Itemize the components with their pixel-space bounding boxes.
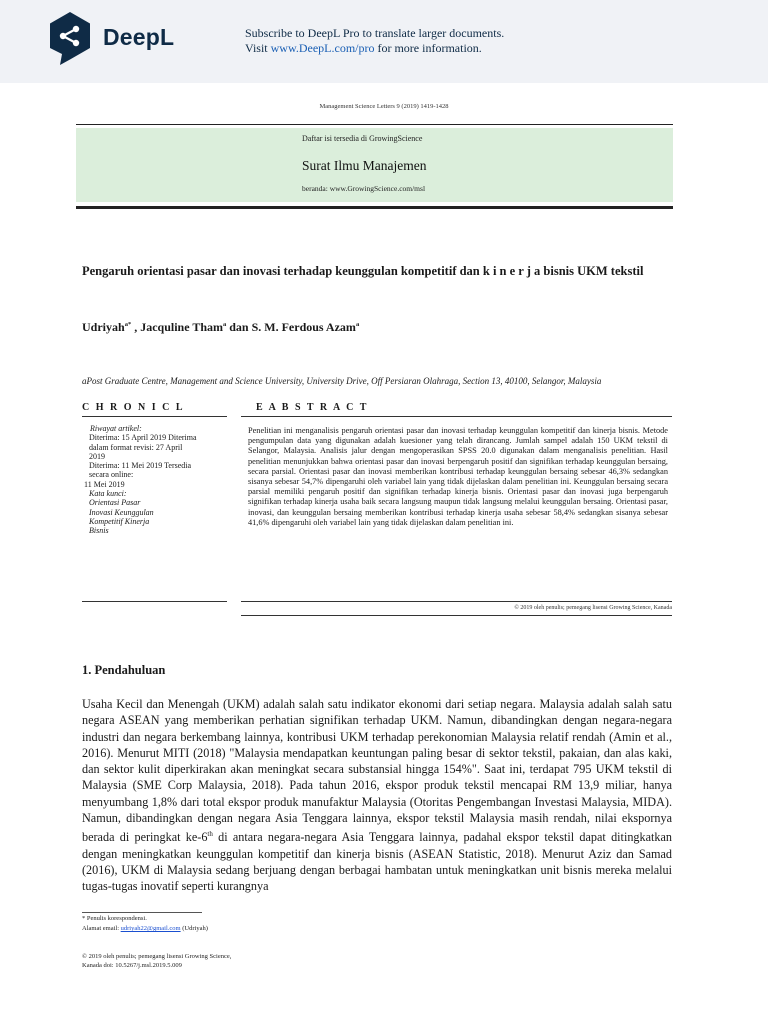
corresponding-note: * Penulis korespondensi.	[82, 915, 147, 922]
copyright-note-line-1: © 2019 oleh penulis; pemegang lisensi Growing Science,	[82, 953, 232, 960]
keyword: Orientasi Pasar	[89, 498, 141, 508]
introduction-body	[82, 696, 672, 895]
article-info-box	[82, 424, 232, 536]
deepl-promo-text	[245, 26, 504, 55]
keywords-label: Kata kunci:	[89, 489, 127, 499]
abstract-copyright-rule	[241, 615, 672, 616]
author1-affil-marker: a*	[124, 321, 132, 328]
author-tham: , Jacquline Tham	[131, 320, 223, 334]
abstract-rule	[241, 416, 672, 417]
author3-affil-marker: a	[355, 321, 360, 328]
keyword: Kompetitif Kinerja	[89, 516, 150, 526]
introduction-heading: 1. Pendahuluan	[82, 663, 166, 677]
history-label: Riwayat artikel:	[90, 424, 142, 433]
promo-visit-text: Visit	[245, 40, 271, 55]
keyword: Inovasi Keunggulan	[89, 507, 154, 517]
paper-title: Pengaruh orientasi pasar dan inovasi terhadap keunggulan kompetitif dan k i n e r j a bisnis UKM tekstil	[82, 264, 644, 278]
abstract-bottom-rule	[241, 601, 672, 602]
journal-masthead	[76, 128, 673, 202]
author-affiliation: aPost Graduate Centre, Management and Science University, University Drive, Off Persiaran Olahraga, Section 13, 40100, Selangor, Malaysia	[82, 376, 602, 386]
abstract-copyright: © 2019 oleh penulis; pemegang lisensi Growing Science, Kanada	[514, 605, 672, 611]
deepl-pro-link[interactable]: www.DeepL.com/pro	[270, 40, 375, 55]
history-line: dalam format revisi: 27 April	[89, 442, 183, 452]
article-info-rule	[82, 416, 227, 417]
intro-text-part2: di antara negara-negara Asia Tenggara lainnya, padahal ekspor tekstil dapat ditingkatkan dengan meningkatkan keunggulan kompetitif dan kinerja bisnis (ASEAN Statistic, 2018). Menurut Aziz dan Samad (2016), UKM di Malaysia sedang berjuang dengan berbagai hambatan untuk meningkatkan unit bisnis mereka melalui tugas-tugas inovatif seperti kurangnya	[82, 830, 672, 894]
history-line: Diterima: 15 April 2019 Diterima	[89, 433, 197, 443]
article-info-heading: C H R O N I C L	[82, 402, 185, 413]
deepl-brand-name[interactable]: DeepL	[103, 24, 175, 50]
history-line: 2019	[89, 451, 105, 461]
ordinal-suffix: th	[207, 830, 213, 839]
history-line: secara online:	[89, 470, 134, 480]
email-owner: (Udriyah)	[180, 925, 208, 932]
footnote-rule	[82, 912, 202, 913]
article-info-bottom-rule	[82, 601, 227, 602]
email-label: Alamat email:	[82, 925, 121, 932]
keyword: Bisnis	[89, 526, 109, 536]
author-azam: dan S. M. Ferdous Azam	[226, 320, 356, 334]
header-bottom-rule	[76, 206, 673, 209]
history-line: Diterima: 11 Mei 2019 Tersedia	[89, 461, 192, 471]
promo-more-info-text: for more information.	[374, 40, 482, 55]
author-udriyah: Udriyah	[82, 320, 125, 334]
author-list	[82, 320, 359, 335]
promo-line-1: Subscribe to DeepL Pro to translate larger documents.	[245, 26, 505, 40]
header-top-rule	[76, 124, 673, 125]
abstract-heading: E A B S T R A C T	[256, 402, 369, 413]
author-email-link[interactable]: udriyah22@gmail.com	[120, 925, 181, 932]
author2-affil-marker: a	[223, 321, 227, 328]
intro-text-part1: Usaha Kecil dan Menengah (UKM) adalah salah satu indikator ekonomi dari setiap negara. Malaysia adalah salah satu negara ASEAN yang memberikan perhatian signifikan terhadap UKM. Namun, dibandingkan dengan negara-negara industri dan negara berkembang lainnya, kontribusi UKM terhadap perekonomian Malaysia relatif rendah (Amin et al., 2016). Menurut MITI (2018) "Malaysia mendapatkan keuntungan paling besar di sektor tekstil, pakaian, dan alas kaki, dan sektor kulit diperkirakan akan meningkat secara substansial hingga 154%". Saat ini, terdapat 795 UKM tekstil di Malaysia (SME Corp Malaysia, 2018). Pada tahun 2016, ekspor produk tekstil mencapai RM 13,9 miliar, hanya menyumbang 1,8% dari total ekspor produk manufaktur Malaysia (Otoritas Pengembangan Investasi Malaysia, MIDA). Namun, dibandingkan dengan negara Asia Tenggara lainnya, ekspor tekstil Malaysia masih rendah, nilai ekspornya berada di peringkat ke-6	[82, 697, 672, 845]
copyright-note-line-2: Kanada doi: 10.5267/j.msl.2019.5.009	[82, 962, 182, 969]
promo-line-2	[245, 41, 504, 56]
journal-homepage: beranda: www.GrowingScience.com/msl	[302, 184, 426, 193]
availability-line: Daftar isi tersedia di GrowingScience	[302, 134, 423, 143]
journal-reference: Management Science Letters 9 (2019) 1419-1428	[319, 103, 449, 110]
history-line: 11 Mei 2019	[84, 479, 125, 489]
journal-title: Surat Ilmu Manajemen	[302, 158, 427, 173]
abstract-text: Penelitian ini menganalisis pengaruh orientasi pasar dan inovasi terhadap keunggulan kompetitif dan kinerja bisnis. Metode pengumpulan data yang digunakan adalah kuesioner yang telah dirancang. Jumlah sampel adalah 150 UKM tekstil di Selangor, Malaysia. Analisis jalur dengan mengoperasikan SPSS 20.0 digunakan dalam menganalisis penelitian. Hasil penelitian menunjukkan bahwa orientasi pasar dan inovasi berpengaruh positif dan signifikan terhadap keunggulan bersaing, secara parsial. Orientasi pasar dan inovasi memberikan kontribusi terhadap keunggulan bersaing sebesar 46,3% sedangkan sisanya sebesar 54,7% dipengaruhi oleh variabel lain yang tidak dijelaskan dalam penelitian ini. Keunggulan bersaing secara parsial memiliki pengaruh positif dan signifikan terhadap kinerja bisnis. Orientasi pasar dan inovasi juga berpengaruh signifikan terhadap kinerja usaha baik secara langsung maupun tidak langsung melalui keunggulan bersaing. Orientasi pasar, inovasi, dan keunggulan bersaing memberikan kontribusi terhadap kinerja usaha sebesar 58,4% sedangkan sisanya sebesar 41,6% dipengaruhi oleh variabel lain yang tidak dijelaskan dalam penelitian ini.	[248, 426, 668, 527]
deepl-logo-icon[interactable]	[46, 10, 94, 72]
deepl-banner	[0, 0, 768, 83]
email-note	[82, 925, 208, 933]
